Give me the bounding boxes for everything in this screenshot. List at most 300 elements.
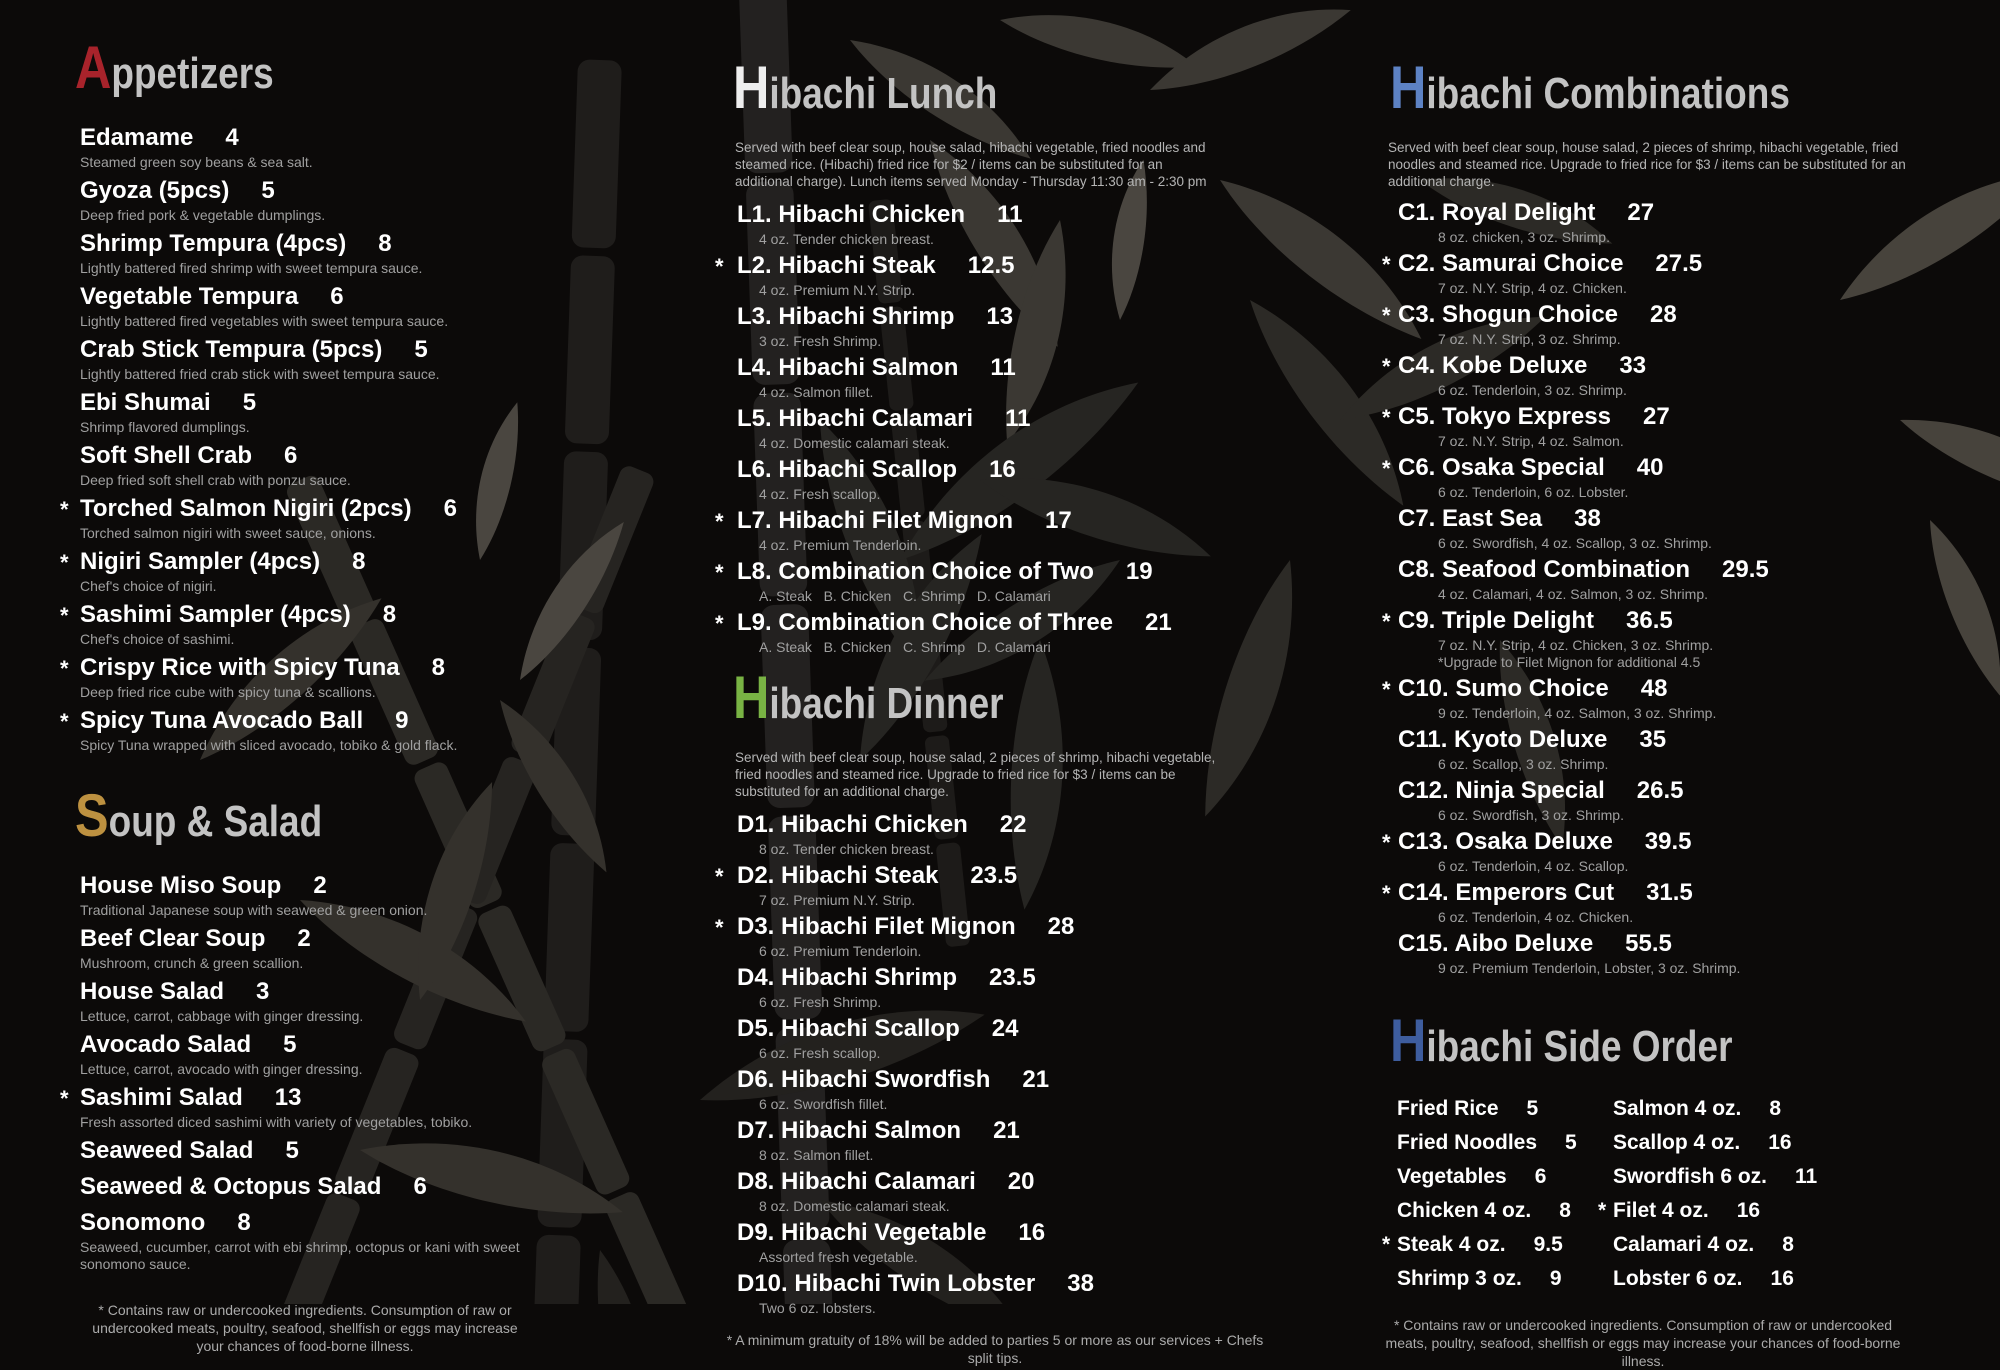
item-price: 8 xyxy=(1782,1233,1794,1256)
side-order-columns xyxy=(1382,1096,1927,1300)
item-price: 8 xyxy=(378,230,392,257)
item-name: C3. Shogun Choice xyxy=(1398,301,1619,328)
item-price: 27 xyxy=(1642,403,1670,430)
raw-asterisk: * xyxy=(1382,1233,1391,1256)
menu-item xyxy=(1382,353,1927,399)
item-description: Fresh assorted diced sashimi with variety of vegetables, tobiko. xyxy=(80,1114,473,1130)
item-name: Scallop 4 oz. xyxy=(1613,1131,1741,1154)
lunch-list xyxy=(715,202,1260,656)
item-description: 6 oz. Tenderloin, 4 oz. Chicken. xyxy=(1438,909,1634,925)
item-name: Gyoza (5pcs) xyxy=(80,177,230,204)
appetizers-list xyxy=(55,125,535,754)
menu-item xyxy=(55,125,535,171)
raw-asterisk: * xyxy=(715,254,724,279)
item-description: 9 oz. Premium Tenderloin, Lobster, 3 oz. Shrimp. xyxy=(1438,960,1741,976)
item-description: 7 oz. N.Y. Strip, 4 oz. Salmon. xyxy=(1438,433,1624,449)
item-price: 5 xyxy=(242,389,257,416)
menu-item xyxy=(1382,829,1927,875)
item-description: 6 oz. Tenderloin, 4 oz. Scallop. xyxy=(1438,858,1629,874)
item-name: Fried Rice xyxy=(1397,1097,1499,1120)
item-description: Deep fried rice cube with spicy tuna & scallions. xyxy=(80,684,376,700)
section-title-hibachi-lunch: Hibachi Lunch xyxy=(733,54,998,121)
raw-asterisk: * xyxy=(1382,677,1391,702)
item-name: Soft Shell Crab xyxy=(80,442,253,469)
item-price: 21 xyxy=(1022,1066,1050,1093)
item-name: Sashimi Sampler (4pcs) xyxy=(80,601,351,628)
item-description: Chef's choice of sashimi. xyxy=(80,631,235,647)
item-description: 4 oz. Domestic calamari steak. xyxy=(759,435,950,451)
section-title-soup-salad: Soup & Salad xyxy=(75,782,323,849)
menu-item xyxy=(1382,880,1927,926)
item-name: C7. East Sea xyxy=(1398,505,1543,532)
item-name: C14. Emperors Cut xyxy=(1398,879,1615,906)
item-description: Deep fried soft shell crab with ponzu sauce. xyxy=(80,472,351,488)
middle-column xyxy=(715,54,1264,1367)
gratuity-footnote: * A minimum gratuity of 18% will be added to parties 5 or more as our services + Chefs split tips. xyxy=(726,1332,1264,1366)
raw-asterisk: * xyxy=(1382,609,1391,634)
item-description: 8 oz. chicken, 3 oz. Shrimp. xyxy=(1438,229,1610,245)
item-price: 8 xyxy=(382,601,397,628)
item-name: D10. Hibachi Twin Lobster xyxy=(737,1270,1036,1297)
side-order-item xyxy=(1598,1198,1898,1226)
item-description: Mushroom, crunch & green scallion. xyxy=(80,955,304,971)
item-price: 11 xyxy=(1795,1165,1818,1188)
item-description: 4 oz. Tender chicken breast. xyxy=(759,231,934,247)
item-price: 33 xyxy=(1619,352,1647,379)
item-name: L3. Hibachi Shrimp xyxy=(737,303,955,330)
menu-item xyxy=(55,1085,535,1131)
item-price: 40 xyxy=(1636,454,1664,481)
item-price: 26.5 xyxy=(1636,777,1684,804)
section-title-cap: H xyxy=(733,664,770,731)
dinner-list xyxy=(715,812,1260,1317)
item-price: 6 xyxy=(443,495,457,522)
item-price: 2 xyxy=(297,925,311,952)
item-name: C6. Osaka Special xyxy=(1398,454,1605,481)
menu-item xyxy=(715,1220,1260,1266)
raw-asterisk: * xyxy=(715,509,724,534)
item-name: Seaweed Salad xyxy=(80,1137,254,1164)
menu-item xyxy=(1382,302,1927,348)
item-price: 9 xyxy=(1549,1267,1562,1290)
item-name: Chicken 4 oz. xyxy=(1397,1199,1532,1222)
menu-item xyxy=(715,812,1260,858)
item-name: C11. Kyoto Deluxe xyxy=(1398,726,1608,753)
item-price: 3 xyxy=(256,978,270,1005)
menu-item xyxy=(55,337,535,383)
side-order-right-column xyxy=(1598,1096,1898,1300)
item-price: 48 xyxy=(1640,675,1668,702)
item-price: 8 xyxy=(431,654,445,681)
menu-item xyxy=(715,457,1260,503)
menu-item xyxy=(55,390,535,436)
item-price: 5 xyxy=(283,1031,297,1058)
left-column xyxy=(55,34,535,1355)
item-name: Torched Salmon Nigiri (2pcs) xyxy=(80,495,412,522)
item-name: D2. Hibachi Steak xyxy=(737,862,939,889)
item-price: 27.5 xyxy=(1655,250,1703,277)
side-order-item xyxy=(1382,1266,1598,1294)
item-description: Traditional Japanese soup with seaweed & green onion. xyxy=(80,902,428,918)
item-name: D4. Hibachi Shrimp xyxy=(737,964,958,991)
item-name: D3. Hibachi Filet Mignon xyxy=(737,913,1016,940)
raw-asterisk: * xyxy=(1382,252,1391,277)
item-name: L2. Hibachi Steak xyxy=(737,252,936,279)
side-order-item xyxy=(1598,1096,1898,1124)
combinations-section-description: Served with beef clear soup, house salad, 2 pieces of shrimp, hibachi vegetable, fried noodles and steamed rice. Upgrade to fried rice for $3 / items can be substituted for an additional charge. xyxy=(1388,140,1906,189)
item-price: 27 xyxy=(1627,199,1655,226)
side-order-left-column xyxy=(1382,1096,1598,1300)
menu-item xyxy=(715,406,1260,452)
item-price: 29.5 xyxy=(1722,556,1769,583)
item-price: 2 xyxy=(313,872,327,899)
menu-item xyxy=(55,602,535,648)
item-description: Lettuce, carrot, cabbage with ginger dressing. xyxy=(80,1008,364,1024)
section-title-cap: H xyxy=(1390,1007,1427,1074)
menu-item xyxy=(715,253,1260,299)
item-price: 6 xyxy=(1534,1165,1547,1188)
item-price: 21 xyxy=(1145,609,1172,636)
raw-asterisk: * xyxy=(1382,456,1391,481)
item-description: 6 oz. Tenderloin, 3 oz. Shrimp. xyxy=(1438,382,1627,398)
item-description: 8 oz. Salmon fillet. xyxy=(759,1147,874,1163)
item-description: A. Steak B. Chicken C. Shrimp D. Calamari xyxy=(759,588,1051,604)
item-name: C15. Aibo Deluxe xyxy=(1398,930,1594,957)
item-name: House Salad xyxy=(80,978,225,1005)
item-price: 22 xyxy=(999,811,1027,838)
item-price: 9.5 xyxy=(1533,1233,1563,1256)
item-price: 6 xyxy=(330,283,344,310)
raw-asterisk: * xyxy=(1382,830,1391,855)
menu-item xyxy=(1382,404,1927,450)
menu-item xyxy=(715,202,1260,248)
item-name: Swordfish 6 oz. xyxy=(1613,1165,1768,1188)
item-price: 4 xyxy=(225,124,239,151)
item-description: Torched salmon nigiri with sweet sauce, onions. xyxy=(80,525,376,541)
menu-item xyxy=(715,1118,1260,1164)
item-name: Steak 4 oz. xyxy=(1397,1233,1506,1256)
item-price: 20 xyxy=(1007,1168,1035,1195)
item-name: Vegetable Tempura xyxy=(80,283,299,310)
item-price: 6 xyxy=(284,442,298,469)
item-description: A. Steak B. Chicken C. Shrimp D. Calamari xyxy=(759,639,1051,655)
menu-item xyxy=(1382,778,1927,824)
item-price: 8 xyxy=(237,1209,251,1236)
item-name: C9. Triple Delight xyxy=(1398,607,1595,634)
item-name: Calamari 4 oz. xyxy=(1613,1233,1755,1256)
raw-asterisk: * xyxy=(1382,354,1391,379)
item-price: 11 xyxy=(997,201,1023,228)
item-name: L1. Hibachi Chicken xyxy=(737,201,966,228)
raw-asterisk: * xyxy=(1382,303,1391,328)
lunch-section-description: Served with beef clear soup, house salad, hibachi vegetable, fried noodles and steamed rice. (Hibachi) fried rice for $2 / items can be substituted for an additional charge). Lunch items served Monday - Thursday 11:30 am - 2:30 pm xyxy=(735,140,1207,189)
side-order-item xyxy=(1382,1198,1598,1226)
item-name: C2. Samurai Choice xyxy=(1398,250,1624,277)
item-name: D9. Hibachi Vegetable xyxy=(737,1219,987,1246)
item-description: 8 oz. Domestic calamari steak. xyxy=(759,1198,950,1214)
menu-item xyxy=(55,178,535,224)
item-name: C12. Ninja Special xyxy=(1398,777,1605,804)
item-name: Avocado Salad xyxy=(80,1031,252,1058)
item-name: C4. Kobe Deluxe xyxy=(1398,352,1588,379)
item-name: Shrimp Tempura (4pcs) xyxy=(80,230,347,257)
item-price: 5 xyxy=(414,336,428,363)
menu-item xyxy=(1382,931,1927,977)
section-title-hibachi-combinations: Hibachi Combinations xyxy=(1390,54,1790,121)
side-order-item xyxy=(1598,1266,1898,1294)
item-name: C10. Sumo Choice xyxy=(1398,675,1609,702)
combinations-list xyxy=(1382,200,1927,977)
item-description: 6 oz. Tenderloin, 6 oz. Lobster. xyxy=(1438,484,1629,500)
soup-salad-list xyxy=(55,873,535,1273)
item-price: 21 xyxy=(993,1117,1020,1144)
item-name: Fried Noodles xyxy=(1397,1131,1538,1154)
item-name: D5. Hibachi Scallop xyxy=(737,1015,960,1042)
item-description: 6 oz. Swordfish fillet. xyxy=(759,1096,888,1112)
item-price: 12.5 xyxy=(967,252,1015,279)
item-price: 16 xyxy=(1770,1267,1794,1290)
item-price: 8 xyxy=(1769,1097,1782,1120)
menu-item xyxy=(715,610,1260,656)
item-name: C8. Seafood Combination xyxy=(1398,556,1691,583)
item-name: Crispy Rice with Spicy Tuna xyxy=(80,654,400,681)
item-name: D8. Hibachi Calamari xyxy=(737,1168,976,1195)
item-name: Beef Clear Soup xyxy=(80,925,266,952)
menu-item xyxy=(1382,727,1927,773)
menu-item xyxy=(55,655,535,701)
raw-asterisk: * xyxy=(1382,881,1391,906)
side-order-item xyxy=(1598,1232,1898,1260)
side-order-item xyxy=(1382,1130,1598,1158)
menu-item xyxy=(1382,557,1927,603)
item-price: 24 xyxy=(991,1015,1019,1042)
item-price: 8 xyxy=(1559,1199,1571,1222)
raw-asterisk: * xyxy=(60,1086,69,1111)
item-name: Sashimi Salad xyxy=(80,1084,243,1111)
item-name: L5. Hibachi Calamari xyxy=(737,405,974,432)
side-order-item xyxy=(1382,1096,1598,1124)
raw-asterisk: * xyxy=(715,915,724,940)
item-name: Ebi Shumai xyxy=(80,389,211,416)
section-title-appetizers: Appetizers xyxy=(75,34,274,101)
raw-ingredients-footnote: * Contains raw or undercooked ingredients. Consumption of raw or undercooked meats, poultry, seafood, shellfish or eggs may increase your chances of food-borne illness. xyxy=(1385,1317,1901,1369)
item-name: Spicy Tuna Avocado Ball xyxy=(80,707,364,734)
item-name: L8. Combination Choice of Two xyxy=(737,558,1094,585)
item-price: 36.5 xyxy=(1626,607,1673,634)
menu-item xyxy=(715,1016,1260,1062)
item-description: Seaweed, cucumber, carrot with ebi shrimp, octopus or kani with sweet sonomono sauce. xyxy=(80,1239,524,1272)
menu-item xyxy=(55,708,535,754)
item-price: 6 xyxy=(413,1173,427,1200)
item-description: Lightly battered fired vegetables with sweet tempura sauce. xyxy=(80,313,449,329)
item-description: Two 6 oz. lobsters. xyxy=(759,1300,876,1316)
menu-item xyxy=(1382,608,1927,671)
menu-item xyxy=(715,1067,1260,1113)
raw-asterisk: * xyxy=(60,656,69,681)
side-order-item xyxy=(1382,1164,1598,1192)
menu-item xyxy=(715,965,1260,1011)
item-name: Crab Stick Tempura (5pcs) xyxy=(80,336,383,363)
item-description: 7 oz. Premium N.Y. Strip. xyxy=(759,892,916,908)
item-description: 4 oz. Fresh scallop. xyxy=(759,486,881,502)
raw-asterisk: * xyxy=(715,864,724,889)
item-price: 55.5 xyxy=(1625,930,1672,957)
raw-asterisk: * xyxy=(1598,1199,1607,1222)
item-name: C1. Royal Delight xyxy=(1398,199,1596,226)
menu-item xyxy=(55,979,535,1025)
raw-ingredients-footnote: * Contains raw or undercooked ingredients. Consumption of raw or undercooked meats, poultry, seafood, shellfish or eggs may increase your chances of food-borne illness. xyxy=(92,1302,518,1354)
item-price: 11 xyxy=(1005,405,1031,432)
item-description: 8 oz. Tender chicken breast. xyxy=(759,841,934,857)
item-description: 6 oz. Premium Tenderloin. xyxy=(759,943,922,959)
item-description: Assorted fresh vegetable. xyxy=(759,1249,918,1265)
item-name: Filet 4 oz. xyxy=(1613,1199,1709,1222)
item-description: 4 oz. Calamari, 4 oz. Salmon, 3 oz. Shrimp. xyxy=(1438,586,1708,602)
menu-item xyxy=(55,1174,535,1203)
item-name: House Miso Soup xyxy=(80,872,282,899)
menu-item xyxy=(55,1138,535,1167)
item-price: 5 xyxy=(1565,1131,1577,1154)
item-description: 6 oz. Swordfish, 4 oz. Scallop, 3 oz. Shrimp. xyxy=(1438,535,1712,551)
item-price: 8 xyxy=(352,548,366,575)
item-description: 6 oz. Scallop, 3 oz. Shrimp. xyxy=(1438,756,1609,772)
item-description: 6 oz. Fresh Shrimp. xyxy=(759,994,882,1010)
raw-asterisk: * xyxy=(715,560,724,585)
raw-asterisk: * xyxy=(715,611,724,636)
raw-asterisk: * xyxy=(60,603,69,628)
menu-item xyxy=(715,1169,1260,1215)
item-price: 28 xyxy=(1650,301,1677,328)
menu-item xyxy=(1382,251,1927,297)
menu-item xyxy=(1382,200,1927,246)
item-name: L9. Combination Choice of Three xyxy=(737,609,1114,636)
menu-item xyxy=(55,926,535,972)
dinner-section-description: Served with beef clear soup, house salad, 2 pieces of shrimp, hibachi vegetable, fried noodles and steamed rice. Upgrade to fried rice for $3 / items can be substituted for an additional charge. xyxy=(735,750,1216,799)
item-name: D6. Hibachi Swordfish xyxy=(737,1066,991,1093)
menu-item xyxy=(1382,676,1927,722)
item-description: Deep fried pork & vegetable dumplings. xyxy=(80,207,326,223)
section-title-hibachi-side-order: Hibachi Side Order xyxy=(1390,1007,1733,1074)
menu-item xyxy=(55,1210,535,1273)
item-name: L7. Hibachi Filet Mignon xyxy=(737,507,1013,534)
menu-item xyxy=(55,1032,535,1078)
menu-item xyxy=(55,443,535,489)
menu-item xyxy=(55,549,535,595)
item-name: Shrimp 3 oz. xyxy=(1397,1267,1522,1290)
item-price: 16 xyxy=(1768,1131,1792,1154)
item-description: Chef's choice of nigiri. xyxy=(80,578,217,594)
item-price: 23.5 xyxy=(989,964,1036,991)
menu-item xyxy=(715,863,1260,909)
item-description: 7 oz. N.Y. Strip, 4 oz. Chicken, 3 oz. Shrimp. xyxy=(1438,637,1714,653)
item-name: Seaweed & Octopus Salad xyxy=(80,1173,382,1200)
item-description: 7 oz. N.Y. Strip, 3 oz. Shrimp. xyxy=(1438,331,1621,347)
menu-item xyxy=(1382,506,1927,552)
item-description: Steamed green soy beans & sea salt. xyxy=(80,154,313,170)
item-price: 13 xyxy=(986,303,1014,330)
raw-asterisk: * xyxy=(60,497,69,522)
menu-item xyxy=(715,508,1260,554)
item-price: 13 xyxy=(274,1084,302,1111)
item-description: Lightly battered fired shrimp with sweet tempura sauce. xyxy=(80,260,423,276)
menu-item xyxy=(55,873,535,919)
item-price: 5 xyxy=(285,1137,299,1164)
raw-asterisk: * xyxy=(60,550,69,575)
item-name: D1. Hibachi Chicken xyxy=(737,811,968,838)
item-price: 38 xyxy=(1067,1270,1094,1297)
side-order-item xyxy=(1598,1130,1898,1158)
item-price: 31.5 xyxy=(1646,879,1693,906)
item-name: Vegetables xyxy=(1397,1165,1507,1188)
item-price: 9 xyxy=(395,707,409,734)
item-name: Sonomono xyxy=(80,1209,206,1236)
item-price: 5 xyxy=(1526,1097,1539,1120)
item-price: 5 xyxy=(261,177,275,204)
raw-asterisk: * xyxy=(1382,405,1391,430)
item-price: 35 xyxy=(1639,726,1667,753)
item-price: 16 xyxy=(1018,1219,1046,1246)
item-description: 7 oz. N.Y. Strip, 4 oz. Chicken. xyxy=(1438,280,1627,296)
item-description: 6 oz. Swordfish, 3 oz. Shrimp. xyxy=(1438,807,1624,823)
item-name: Edamame xyxy=(80,124,194,151)
item-price: 11 xyxy=(990,354,1016,381)
item-description: 4 oz. Premium Tenderloin. xyxy=(759,537,922,553)
side-order-item xyxy=(1382,1232,1598,1260)
menu-item xyxy=(715,914,1260,960)
item-description: Lettuce, carrot, avocado with ginger dressing. xyxy=(80,1061,363,1077)
menu-item xyxy=(715,1271,1260,1317)
right-column xyxy=(1382,54,1927,1370)
item-name: C5. Tokyo Express xyxy=(1398,403,1611,430)
section-title-hibachi-dinner: Hibachi Dinner xyxy=(733,664,1004,731)
section-title-cap: S xyxy=(75,782,109,849)
item-price: 17 xyxy=(1045,507,1072,534)
section-title-cap: H xyxy=(1390,54,1427,121)
item-description: Lightly battered fried crab stick with sweet tempura sauce. xyxy=(80,366,440,382)
item-name: D7. Hibachi Salmon xyxy=(737,1117,962,1144)
menu-item xyxy=(715,304,1260,350)
item-description: 3 oz. Fresh Shrimp. xyxy=(759,333,882,349)
item-description: Shrimp flavored dumplings. xyxy=(80,419,250,435)
item-price: 39.5 xyxy=(1644,828,1692,855)
section-title-cap: H xyxy=(733,54,770,121)
item-price: 16 xyxy=(989,456,1016,483)
item-name: L6. Hibachi Scallop xyxy=(737,456,958,483)
item-description: Spicy Tuna wrapped with sliced avocado, tobiko & gold flack. xyxy=(80,737,458,753)
item-note: *Upgrade to Filet Mignon for additional 4.5 xyxy=(1438,654,1701,670)
menu-item xyxy=(55,496,535,542)
item-description: 6 oz. Fresh scallop. xyxy=(759,1045,881,1061)
menu-item xyxy=(715,559,1260,605)
item-price: 38 xyxy=(1574,505,1601,532)
section-title-cap: A xyxy=(75,34,112,101)
item-name: Lobster 6 oz. xyxy=(1613,1267,1743,1290)
side-order-item xyxy=(1598,1164,1898,1192)
item-name: C13. Osaka Deluxe xyxy=(1398,828,1613,855)
item-description: 4 oz. Premium N.Y. Strip. xyxy=(759,282,916,298)
item-price: 23.5 xyxy=(970,862,1018,889)
menu-item xyxy=(1382,455,1927,501)
item-name: Nigiri Sampler (4pcs) xyxy=(80,548,321,575)
item-price: 19 xyxy=(1125,558,1153,585)
item-name: Salmon 4 oz. xyxy=(1613,1097,1742,1120)
menu-item xyxy=(715,355,1260,401)
item-price: 16 xyxy=(1736,1199,1761,1222)
raw-asterisk: * xyxy=(60,709,69,734)
item-name: L4. Hibachi Salmon xyxy=(737,354,959,381)
item-price: 28 xyxy=(1047,913,1075,940)
item-description: 4 oz. Salmon fillet. xyxy=(759,384,874,400)
